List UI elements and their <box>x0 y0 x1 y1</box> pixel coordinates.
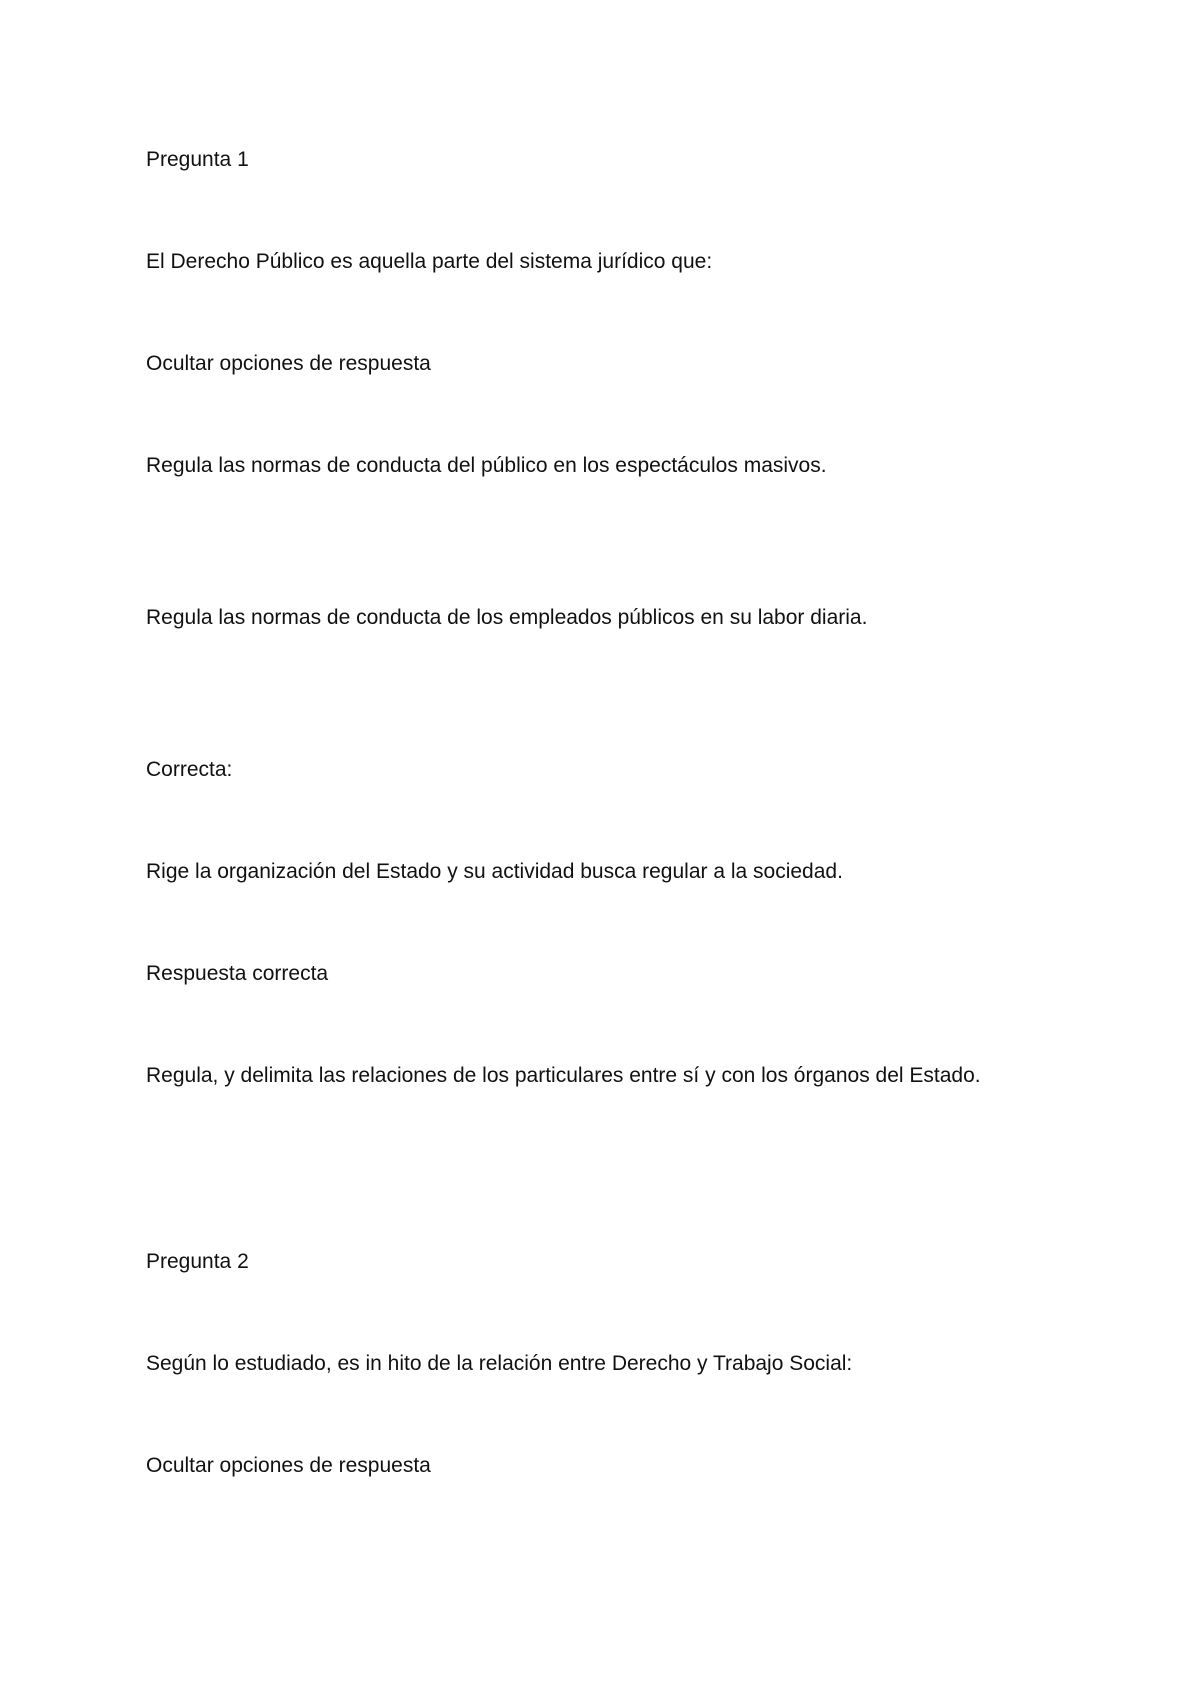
question-1-option-c[interactable]: Rige la organización del Estado y su actividad busca regular a la sociedad. <box>146 860 843 883</box>
question-1-correct-label: Correcta: <box>146 758 233 781</box>
question-1-prompt: El Derecho Público es aquella parte del sistema jurídico que: <box>146 250 713 273</box>
question-2-prompt: Según lo estudiado, es in hito de la relación entre Derecho y Trabajo Social: <box>146 1352 853 1375</box>
question-1-option-b[interactable]: Regula las normas de conducta de los empleados públicos en su labor diaria. <box>146 606 868 629</box>
question-1-correct-answer-label: Respuesta correcta <box>146 962 329 985</box>
question-2-hide-options-link[interactable]: Ocultar opciones de respuesta <box>146 1454 431 1477</box>
question-1-option-d[interactable]: Regula, y delimita las relaciones de los particulares entre sí y con los órganos del Estado. <box>146 1064 981 1087</box>
question-2-label: Pregunta 2 <box>146 1250 249 1273</box>
question-1-label: Pregunta 1 <box>146 148 249 171</box>
question-1-option-a[interactable]: Regula las normas de conducta del público en los espectáculos masivos. <box>146 454 827 477</box>
question-1-hide-options-link[interactable]: Ocultar opciones de respuesta <box>146 352 431 375</box>
